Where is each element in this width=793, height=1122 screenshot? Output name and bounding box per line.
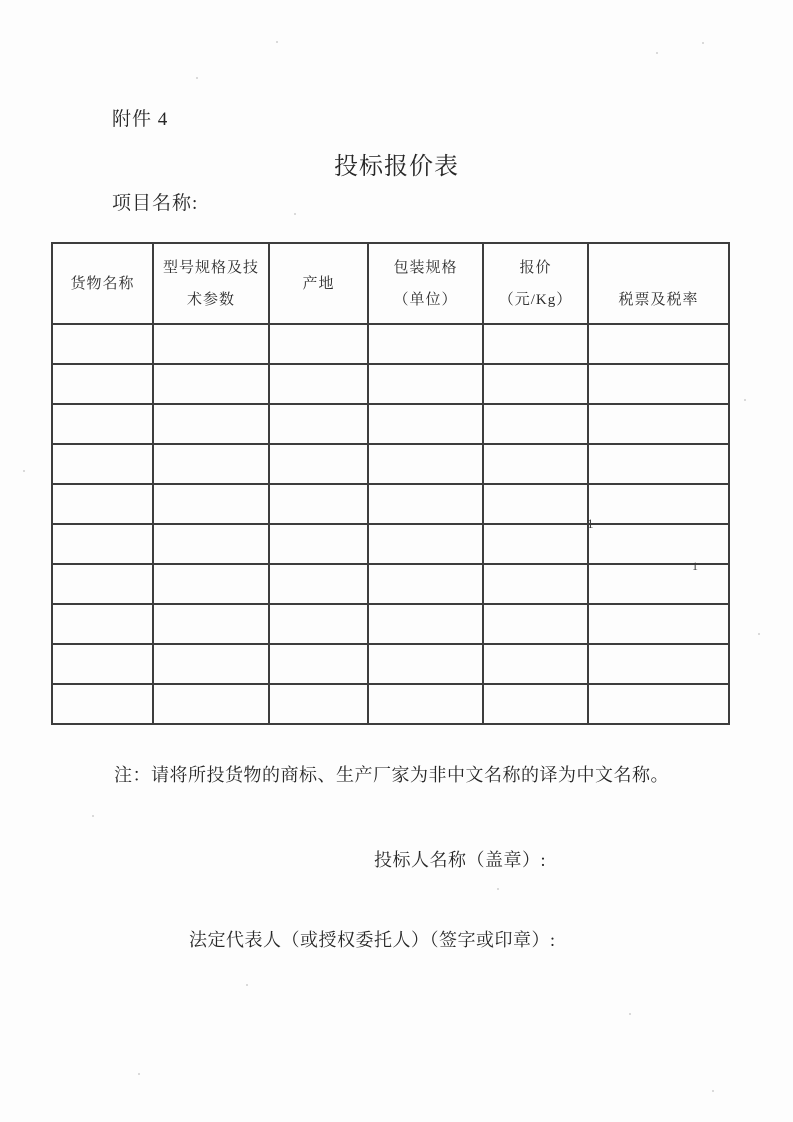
empty-cell	[483, 444, 588, 484]
empty-cell	[368, 404, 483, 444]
table-row	[52, 484, 729, 524]
empty-cell	[588, 524, 729, 564]
empty-cell	[52, 524, 153, 564]
empty-cell	[52, 404, 153, 444]
scan-speckle	[23, 470, 25, 472]
scan-speckle	[294, 213, 296, 215]
empty-cell	[269, 484, 368, 524]
scan-speckle	[497, 888, 499, 890]
empty-cell	[368, 684, 483, 724]
empty-cell	[368, 524, 483, 564]
scan-speckle	[92, 815, 94, 817]
legal-representative-label: 法定代表人（或授权委托人）（签字或印章）:	[189, 930, 556, 950]
scan-speckle	[138, 1073, 140, 1075]
table-body	[52, 324, 729, 724]
table-row	[52, 324, 729, 364]
header-origin: 产地	[269, 243, 368, 324]
empty-cell	[588, 364, 729, 404]
header-tax-rate: 税票及税率	[588, 243, 729, 324]
empty-cell	[269, 524, 368, 564]
empty-cell	[52, 484, 153, 524]
table-row	[52, 444, 729, 484]
empty-cell	[483, 324, 588, 364]
empty-cell	[269, 564, 368, 604]
scan-speckle	[656, 52, 658, 54]
scan-speckle	[744, 399, 746, 401]
empty-cell	[483, 564, 588, 604]
empty-cell	[153, 684, 269, 724]
empty-cell	[269, 684, 368, 724]
page-title: 投标报价表	[334, 154, 459, 180]
empty-cell	[368, 604, 483, 644]
empty-cell	[368, 564, 483, 604]
empty-cell	[368, 484, 483, 524]
table-row	[52, 684, 729, 724]
empty-cell	[269, 404, 368, 444]
empty-cell	[52, 684, 153, 724]
empty-cell	[52, 564, 153, 604]
scan-speckle	[196, 77, 198, 79]
empty-cell	[588, 604, 729, 644]
empty-cell	[269, 364, 368, 404]
table-row	[52, 364, 729, 404]
stray-scan-mark: 1	[692, 559, 698, 573]
empty-cell	[588, 404, 729, 444]
empty-cell	[368, 364, 483, 404]
empty-cell	[588, 684, 729, 724]
empty-cell	[483, 364, 588, 404]
empty-cell	[483, 484, 588, 524]
empty-cell	[153, 324, 269, 364]
empty-cell	[153, 444, 269, 484]
table-row	[52, 404, 729, 444]
empty-cell	[483, 684, 588, 724]
empty-cell	[588, 644, 729, 684]
empty-cell	[483, 524, 588, 564]
table-row	[52, 564, 729, 604]
empty-cell	[153, 524, 269, 564]
empty-cell	[269, 324, 368, 364]
empty-cell	[153, 644, 269, 684]
empty-cell	[588, 564, 729, 604]
bid-quote-table	[51, 242, 730, 725]
empty-cell	[52, 604, 153, 644]
empty-cell	[153, 404, 269, 444]
stray-scan-mark: 1	[587, 516, 594, 531]
empty-cell	[588, 444, 729, 484]
empty-cell	[153, 564, 269, 604]
empty-cell	[52, 364, 153, 404]
attachment-label: 附件 4	[112, 109, 169, 130]
table-row	[52, 604, 729, 644]
empty-cell	[483, 404, 588, 444]
table-header-row	[52, 243, 729, 324]
header-model-specs: 型号规格及技 术参数	[153, 243, 269, 324]
empty-cell	[269, 604, 368, 644]
empty-cell	[483, 644, 588, 684]
empty-cell	[52, 644, 153, 684]
empty-cell	[52, 444, 153, 484]
empty-cell	[368, 324, 483, 364]
note-text: 注：请将所投货物的商标、生产厂家为非中文名称的译为中文名称。	[114, 765, 669, 785]
table-row	[52, 644, 729, 684]
header-quote-price: 报价 （元/Kg）	[483, 243, 588, 324]
scan-speckle	[712, 1090, 714, 1092]
scan-speckle	[276, 41, 278, 43]
header-packaging: 包装规格 （单位）	[368, 243, 483, 324]
bidder-name-label: 投标人名称（盖章）:	[374, 850, 547, 870]
header-goods-name: 货物名称	[52, 243, 153, 324]
empty-cell	[153, 604, 269, 644]
empty-cell	[269, 444, 368, 484]
empty-cell	[52, 324, 153, 364]
empty-cell	[368, 644, 483, 684]
empty-cell	[483, 604, 588, 644]
empty-cell	[153, 364, 269, 404]
empty-cell	[368, 444, 483, 484]
scan-speckle	[246, 984, 248, 986]
scan-speckle	[758, 633, 760, 635]
empty-cell	[269, 644, 368, 684]
empty-cell	[153, 484, 269, 524]
empty-cell	[588, 484, 729, 524]
scan-speckle	[702, 42, 704, 44]
empty-cell	[588, 324, 729, 364]
scan-speckle	[629, 1013, 631, 1015]
table-row	[52, 524, 729, 564]
project-name-label: 项目名称:	[112, 193, 199, 214]
